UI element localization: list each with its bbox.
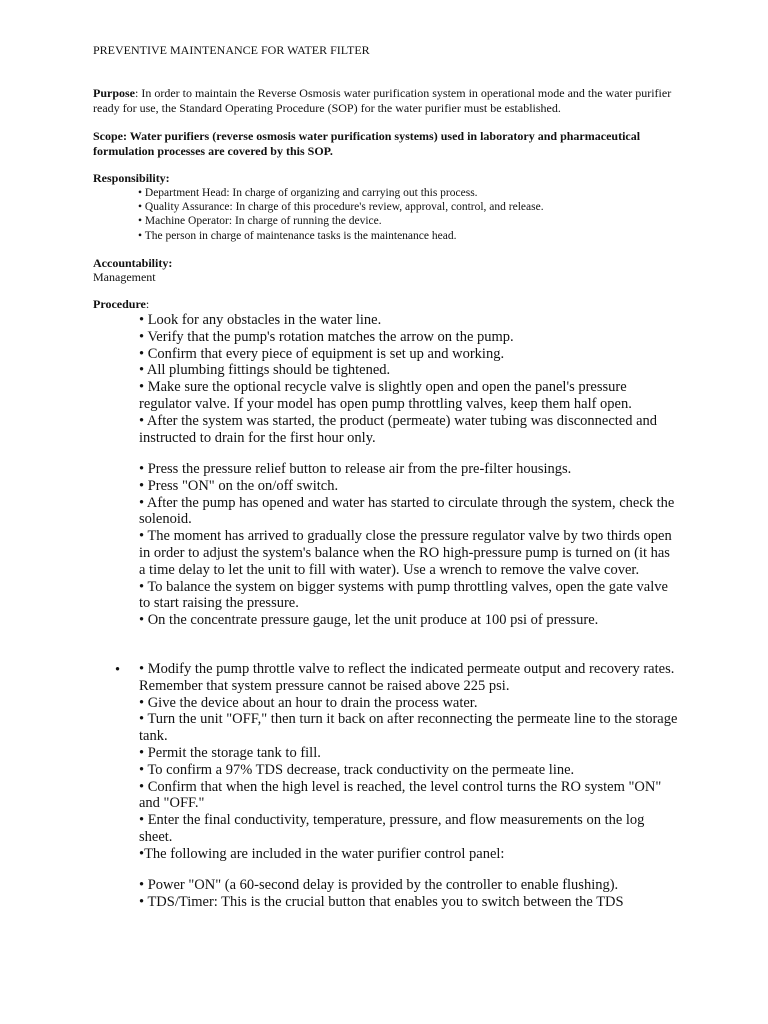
list-item: • Press "ON" on the on/off switch. xyxy=(139,477,339,494)
procedure-group-4 xyxy=(139,877,679,911)
list-item: • Machine Operator: In charge of running the device. xyxy=(138,215,382,228)
outer-bullet: • xyxy=(115,662,121,678)
list-item: • All plumbing fittings should be tightened. xyxy=(139,362,391,379)
list-item: • After the pump has opened and water has started to circulate through the system, check the solenoid. xyxy=(139,494,675,528)
list-item: • Confirm that when the high level is reached, the level control turns the RO system "ON" and "OFF." xyxy=(139,778,662,812)
responsibility-label: Responsibility: xyxy=(93,171,170,185)
list-item: •The following are included in the water purifier control panel: xyxy=(139,845,505,862)
procedure-group-3 xyxy=(139,661,679,863)
accountability-value: Management xyxy=(93,270,156,284)
procedure-label: Procedure xyxy=(93,297,146,311)
scope-paragraph: Scope: Water purifiers (reverse osmosis water purification systems) used in laboratory and pharmaceutical formulation processes are covered by this SOP. xyxy=(93,129,641,158)
list-item: • The person in charge of maintenance tasks is the maintenance head. xyxy=(138,229,457,242)
list-item: • Modify the pump throttle valve to reflect the indicated permeate output and recovery rates. Remember that system pressure cannot be raised above 225 psi. xyxy=(139,661,675,694)
accountability-label: Accountability: xyxy=(93,256,173,270)
list-item: • To confirm a 97% TDS decrease, track conductivity on the permeate line. xyxy=(139,761,575,778)
purpose-paragraph xyxy=(93,86,693,115)
procedure-group-1 xyxy=(139,312,679,446)
purpose-text: In order to maintain the Reverse Osmosis water purification system in operational mode and the water purifier ready for use, the Standard Operating Procedure (SOP) for the water purifier must be established. xyxy=(93,86,672,115)
purpose-separator: : xyxy=(135,86,142,100)
document-title: PREVENTIVE MAINTENANCE FOR WATER FILTER xyxy=(93,43,370,57)
list-item: • Department Head: In charge of organizing and carrying out this process. xyxy=(138,187,478,199)
list-item: • TDS/Timer: This is the crucial button that enables you to switch between the TDS xyxy=(139,893,624,910)
list-item: • Verify that the pump's rotation matches the arrow on the pump. xyxy=(139,328,514,345)
purpose-label: Purpose xyxy=(93,86,135,100)
procedure-separator: : xyxy=(145,297,150,311)
procedure-group-2 xyxy=(139,461,679,629)
list-item: • On the concentrate pressure gauge, let the unit produce at 100 psi of pressure. xyxy=(139,612,599,629)
list-item: • Give the device about an hour to drain the process water. xyxy=(139,694,478,711)
list-item: • The moment has arrived to gradually close the pressure regulator valve by two thirds open in order to adjust the system's balance when the RO high-pressure pump is turned on (it has a time delay to let the unit to fill with water). Use a wrench to remove the valve cover. xyxy=(139,528,672,578)
list-item: • Quality Assurance: In charge of this procedure's review, approval, control, and release. xyxy=(138,201,544,214)
list-item: • Turn the unit "OFF," then turn it back on after reconnecting the permeate line to the storage tank. xyxy=(139,711,678,745)
list-item: • Look for any obstacles in the water line. xyxy=(139,312,382,328)
list-item: • To balance the system on bigger systems with pump throttling valves, open the gate valve to start raising the pressure. xyxy=(139,578,668,612)
list-item: • Confirm that every piece of equipment is set up and working. xyxy=(139,345,505,362)
list-item: • Press the pressure relief button to release air from the pre-filter housings. xyxy=(139,461,572,477)
list-item: • Enter the final conductivity, temperature, pressure, and flow measurements on the log sheet. xyxy=(139,812,645,845)
list-item: • Make sure the optional recycle valve is slightly open and open the panel's pressure regulator valve. If your model has open pump throttling valves, keep them half open. xyxy=(139,379,632,412)
list-item: • Power "ON" (a 60-second delay is provided by the controller to enable flushing). xyxy=(139,877,619,893)
procedure-heading xyxy=(93,297,693,312)
list-item: • Permit the storage tank to fill. xyxy=(139,744,321,761)
responsibility-list xyxy=(138,186,544,243)
list-item: • After the system was started, the product (permeate) water tubing was disconnected and instructed to drain for the first hour only. xyxy=(139,412,658,446)
